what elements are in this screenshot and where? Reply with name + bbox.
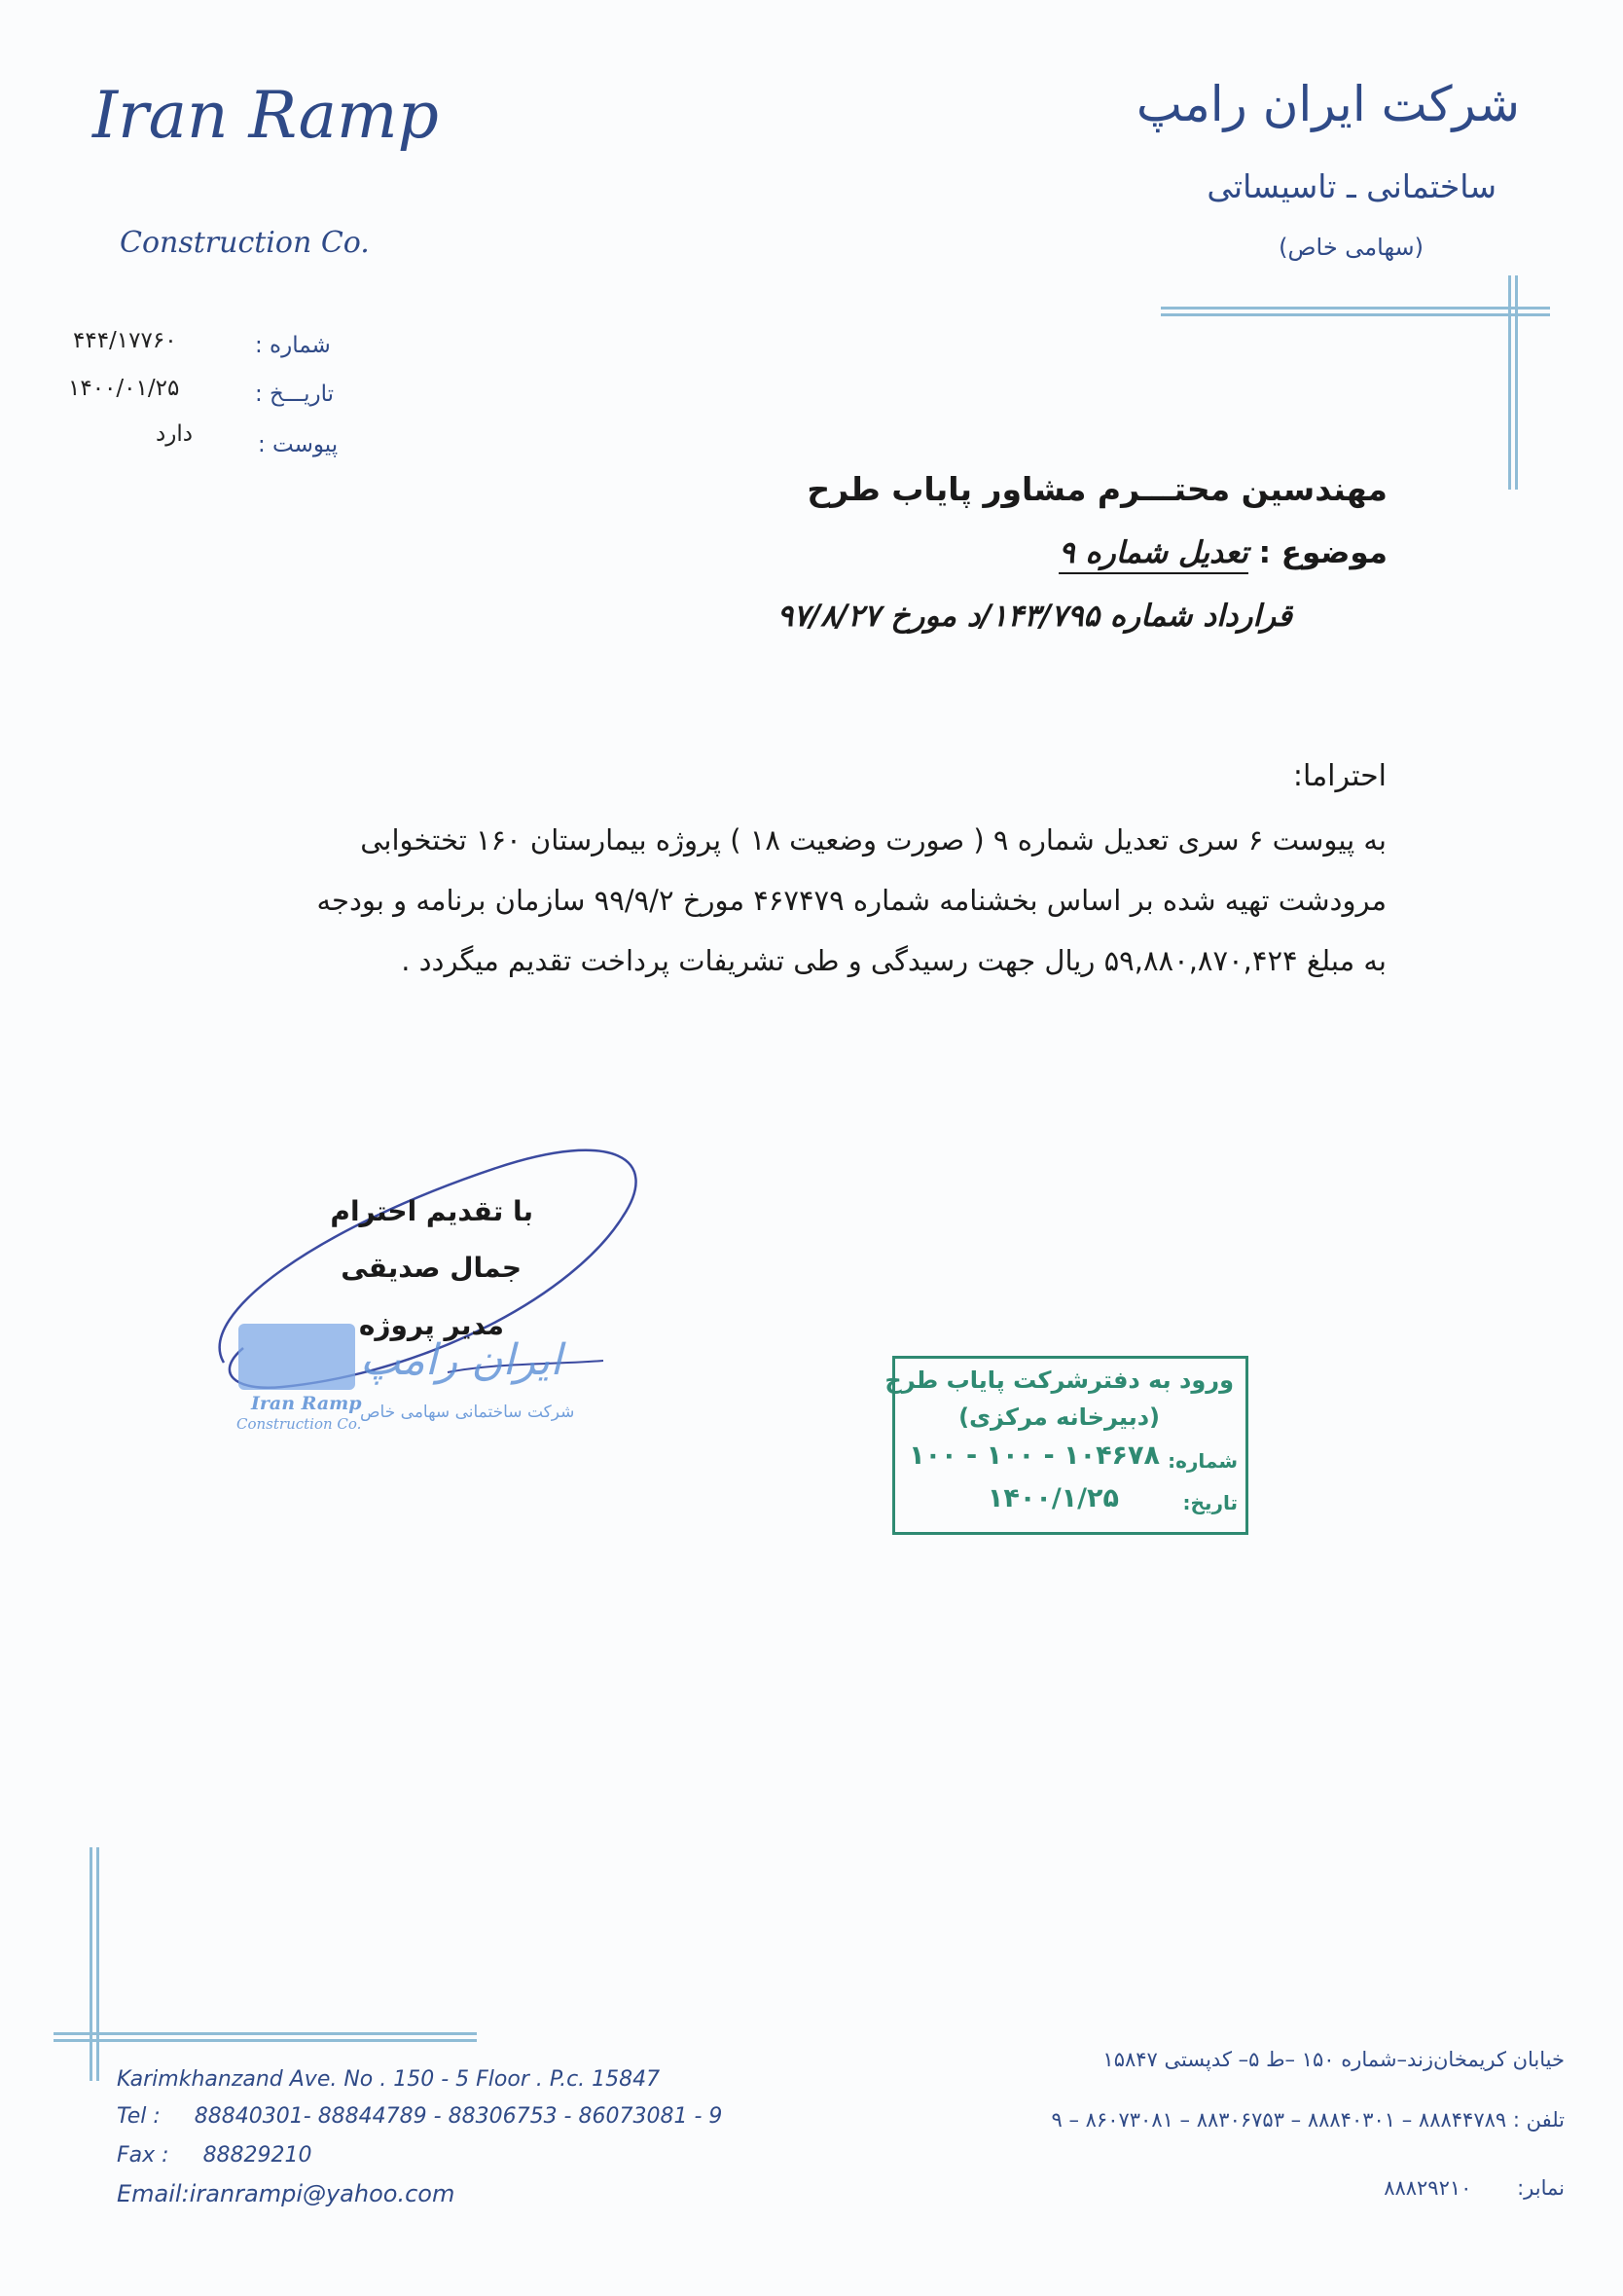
footer-address-fa: خیابان کریمخان‌زند–شماره ۱۵۰ –ط ۵– کدپستی ۱۵۸۴۷ <box>1102 2048 1565 2071</box>
company-subtitle-fa: ساختمانی ـ تاسیساتی <box>1207 167 1497 205</box>
company-name-en: Iran Ramp <box>92 78 439 153</box>
seal-subtitle-fa: شرکت ساختمانی سهامی خاص <box>360 1403 575 1422</box>
header-rule-horizontal-2 <box>1161 313 1550 316</box>
footer-tel-value-en: 88840301- 88844789 - 88306753 - 86073081 - 9 <box>194 2104 723 2129</box>
header-rule-vertical-1 <box>1508 275 1511 490</box>
subject-label: موضوع : <box>1258 535 1388 570</box>
received-stamp <box>884 1356 1248 1535</box>
attachment-value: دارد <box>156 421 193 447</box>
body-line-1: به پیوست ۶ سری تعدیل شماره ۹ ( صورت وضعیت ۱۸ ) پروژه بیمارستان ۱۶۰ تختخوابی <box>360 823 1387 856</box>
footer-rule-horizontal-2 <box>54 2039 477 2042</box>
footer-address-en: Karimkhanzand Ave. No . 150 - 5 Floor . P.c. 15847 <box>117 2067 661 2092</box>
footer-fax-value-fa: ۸۸۸۲۹۲۱۰ <box>1384 2176 1472 2200</box>
body-line-3: به مبلغ ۵۹,۸۸۰,۸۷۰,۴۲۴ ریال جهت رسیدگی و طی تشریفات پرداخت تقدیم میگردد . <box>401 944 1387 977</box>
stamp-line-1: ورود به دفترشرکت پایاب طرح <box>884 1367 1234 1394</box>
greeting: احتراما: <box>1292 759 1387 793</box>
addressee: مهندسین محتـــرم مشاور پایاب طرح <box>807 470 1388 508</box>
footer-fax-en <box>117 2143 312 2168</box>
footer-fax-value-en: 88829210 <box>202 2143 312 2168</box>
subject-line <box>1059 535 1388 570</box>
attachment-label: پیوست : <box>258 432 339 457</box>
body-line-2: مرودشت تهیه شده بر اساس بخشنامه شماره ۴۶۷۴۷۹ مورخ ۹۹/۹/۲ سازمان برنامه و بودجه <box>316 884 1387 917</box>
footer-tel-value-fa: ۸۸۸۴۴۷۸۹ – ۸۸۸۴۰۳۰۱ – ۸۸۳۰۶۷۵۳ – ۸۶۰۷۳۰۸۱ – ۹ <box>1051 2108 1507 2132</box>
stamp-number-label: شماره: <box>1168 1449 1238 1473</box>
stamp-line-2: (دبیرخانه مرکزی) <box>958 1403 1160 1431</box>
stamp-date-value: ۱۴۰۰/۱/۲۵ <box>987 1483 1119 1513</box>
footer-fax-label-fa: نمابر: <box>1517 2176 1565 2200</box>
company-name-fa: شرکت ایران رامپ <box>1136 76 1520 132</box>
footer-tel-en <box>117 2104 722 2129</box>
stamp-number-value: ۱۰۴۶۷۸ - ۱۰۰ - ۱۰۰ <box>909 1440 1160 1471</box>
footer-rule-vertical-1 <box>90 1847 92 2081</box>
signatory-name: جمال صدیقی <box>341 1252 522 1284</box>
company-type-fa: (سهامی خاص) <box>1279 234 1424 261</box>
header-rule-horizontal-1 <box>1161 307 1550 310</box>
seal-subtitle-en: Construction Co. <box>236 1415 362 1433</box>
number-label: شماره : <box>255 333 331 358</box>
footer-fax-fa <box>1384 2176 1565 2200</box>
footer-tel-fa <box>1052 2108 1566 2132</box>
footer-rule-vertical-2 <box>96 1847 99 2081</box>
header-rule-vertical-2 <box>1515 275 1518 490</box>
footer-email-en: Email:iranrampi@yahoo.com <box>117 2180 455 2207</box>
footer-tel-label-en: Tel : <box>117 2104 161 2129</box>
seal-name-en: Iran Ramp <box>251 1393 362 1414</box>
contract-line: قرارداد شماره ۱۴۳/۷۹۵/د مورخ ۹۷/۸/۲۷ <box>776 599 1292 634</box>
seal-logo-icon <box>238 1324 355 1390</box>
subject-value: تعدیل شماره ۹ <box>1059 535 1248 574</box>
date-label: تاریـــخ : <box>255 382 335 407</box>
date-value: ۱۴۰۰/۰۱/۲۵ <box>68 376 180 401</box>
footer-tel-label-fa: تلفن : <box>1512 2108 1565 2132</box>
closing-text: با تقدیم احترام <box>330 1195 533 1227</box>
stamp-date-label: تاریخ: <box>1182 1491 1238 1514</box>
footer-rule-horizontal-1 <box>54 2032 477 2035</box>
footer-fax-label-en: Fax : <box>117 2143 169 2168</box>
seal-company-name: ایران رامپ <box>360 1335 562 1385</box>
company-subtitle-en: Construction Co. <box>120 226 370 260</box>
signatory-title: مدیر پروژه <box>358 1309 504 1341</box>
number-value: ۴۴۴/۱۷۷۶۰ <box>73 328 177 353</box>
